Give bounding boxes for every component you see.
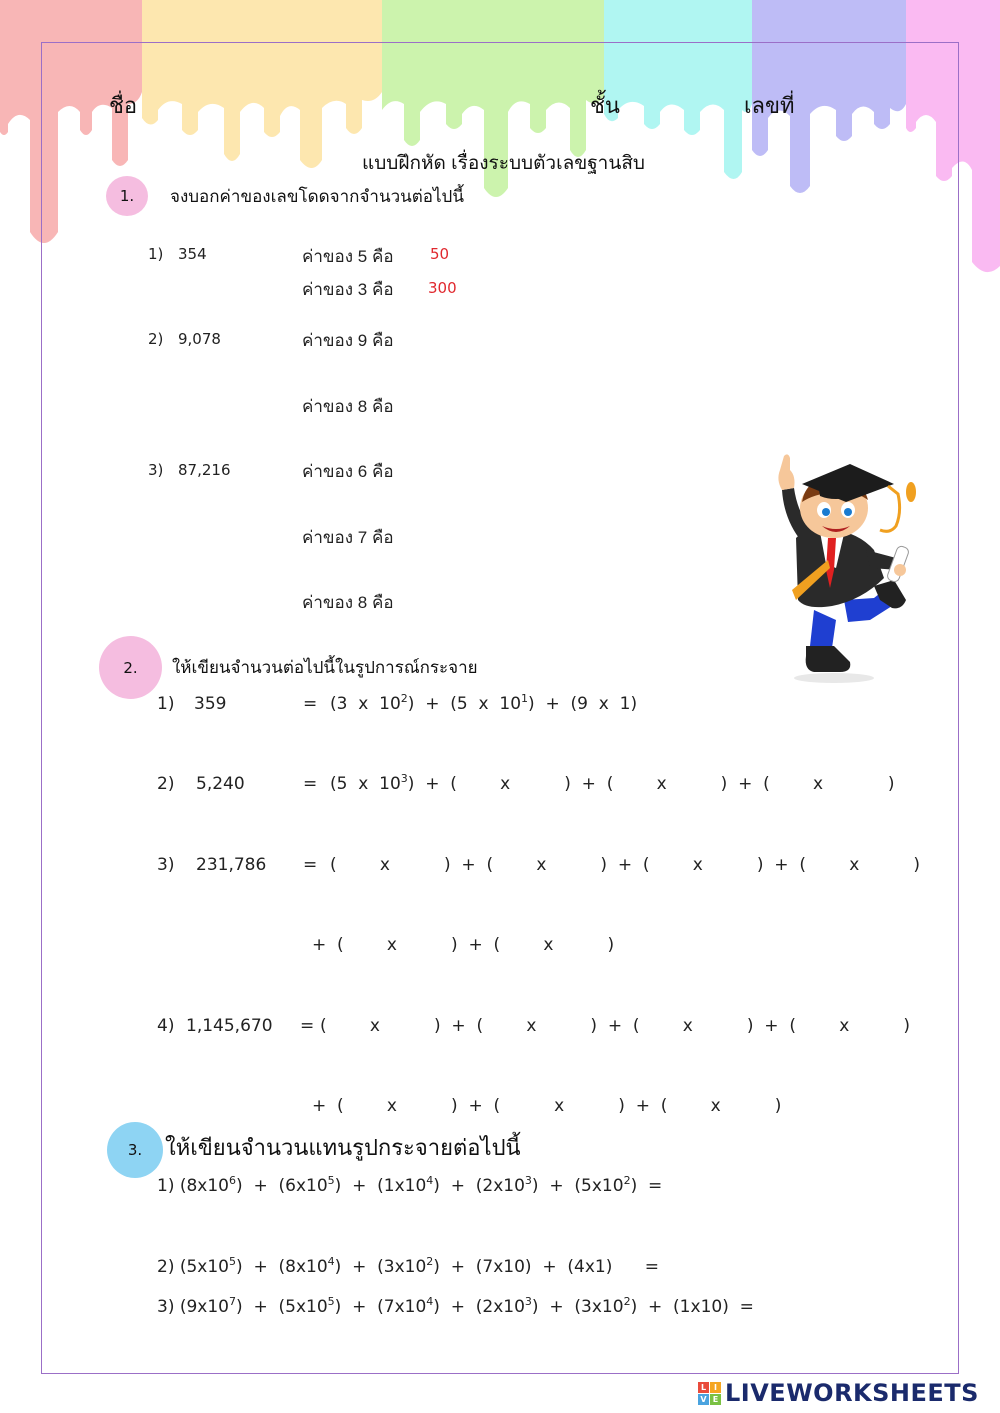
s2-item-3-number: 231,786	[196, 855, 267, 875]
section-1-number: 1.	[119, 187, 135, 205]
s2-item-1-number: 359	[194, 694, 227, 714]
graduate-boy-illustration	[762, 450, 922, 685]
s1-item-2-row-2: ค่าของ 8 คือ	[302, 397, 394, 416]
section-2-number: 2.	[123, 658, 138, 677]
s2-item-4-number: 1,145,670	[186, 1016, 273, 1036]
s2-item-4-label: 4)	[157, 1016, 175, 1036]
s2-item-3-label: 3)	[157, 855, 175, 875]
s2-item-4-equals: =	[300, 1016, 315, 1036]
s2-item-2-number: 5,240	[196, 774, 245, 794]
s2-item-3-expansion-line-1[interactable]: ( x ) + ( x ) + ( x ) + ( x )	[330, 855, 920, 875]
s3-item-3[interactable]: 3) $(9x10^7) + (5x10^5) + (7x10^4) + (2x10^3) + (3x10^2) + (1x10)$ =	[157, 1295, 754, 1317]
s2-item-4-expansion-line-1[interactable]: ( x ) + ( x ) + ( x ) + ( x )	[320, 1016, 910, 1036]
s2-item-3-expansion-line-2[interactable]: + ( x ) + ( x )	[312, 935, 615, 955]
s1-item-1-number: 354	[178, 245, 207, 263]
s2-item-2-label: 2)	[157, 774, 175, 794]
section-3-number-circle	[107, 1122, 163, 1178]
s1-item-3-number: 87,216	[178, 461, 231, 479]
section-2-instruction: ให้เขียนจำนวนต่อไปนี้ในรูปการณ์กระจาย	[172, 658, 478, 677]
s1-item-1-row-1: ค่าของ 5 คือ	[302, 247, 394, 266]
worksheet-title: แบบฝึกหัด เรื่องระบบตัวเลขฐานสิบ	[362, 153, 645, 174]
s1-item-3-row-2: ค่าของ 7 คือ	[302, 528, 394, 547]
liveworksheets-logo-icon: L I V E	[698, 1382, 721, 1405]
liveworksheets-logo-text: LIVEWORKSHEETS	[725, 1379, 979, 1407]
s3-item-1[interactable]: 1) $(8x10^6) + (6x10^5) + (1x10^4) + (2x10^3) + (5x10^2)$ =	[157, 1174, 663, 1196]
s2-item-4-expansion-line-2[interactable]: + ( x ) + ( x ) + ( x )	[312, 1096, 782, 1116]
s1-item-2-number: 9,078	[178, 330, 221, 348]
s1-item-1-answer-2[interactable]: 300	[428, 279, 457, 297]
section-3-number: 3.	[127, 1141, 143, 1159]
s1-item-2-label: 2)	[148, 330, 164, 348]
section-2-number-circle	[99, 636, 162, 699]
liveworksheets-logo[interactable]	[698, 1380, 979, 1406]
s1-item-3-label: 3)	[148, 461, 164, 479]
section-1-instruction: จงบอกค่าของเลขโดดจากจำนวนต่อไปนี้	[170, 187, 464, 206]
s1-item-1-answer-1[interactable]: 50	[430, 245, 450, 263]
s1-item-1-row-2: ค่าของ 3 คือ	[302, 280, 394, 299]
s1-item-3-row-3: ค่าของ 8 คือ	[302, 593, 394, 612]
name-label: ชื่อ	[109, 93, 138, 118]
s3-item-2[interactable]: 2) $(5x10^5) + (8x10^4) + (3x10^2) + (7x10) + (4x1)$ =	[157, 1255, 660, 1277]
s2-item-3-equals: =	[303, 855, 318, 875]
number-label: เลขที่	[744, 93, 795, 118]
s1-item-1-label: 1)	[148, 245, 164, 263]
section-3-instruction: ให้เขียนจำนวนแทนรูปกระจายต่อไปนี้	[165, 1135, 521, 1160]
section-1-number-circle	[106, 176, 148, 216]
class-label: ชั้น	[590, 93, 620, 118]
s2-item-1-answer[interactable]: (3 x $10^2) + (5$ x $10^1) + (9$ x 1)	[330, 692, 638, 714]
s1-item-2-row-1: ค่าของ 9 คือ	[302, 331, 394, 350]
s2-item-2-expansion[interactable]: (5 x $10^3$) + ( x ) + ( x ) + ( x )	[330, 772, 895, 794]
s2-item-2-equals: =	[303, 774, 318, 794]
s1-item-3-row-1: ค่าของ 6 คือ	[302, 462, 394, 481]
s2-item-1-equals: =	[303, 694, 318, 714]
s2-item-1-label: 1)	[157, 694, 175, 714]
